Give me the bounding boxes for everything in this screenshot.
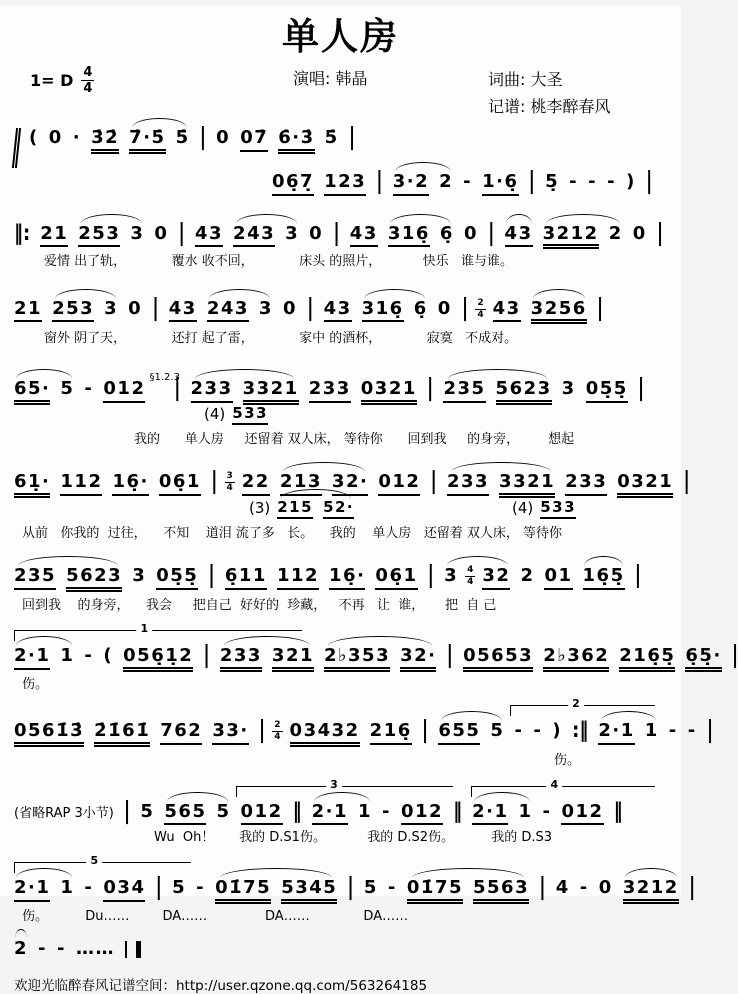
note-group — [78, 224, 144, 248]
time-signature — [225, 472, 235, 493]
note: 316̣ — [388, 224, 430, 248]
note: 1·6̣ — [482, 172, 518, 196]
barline: | — [173, 373, 181, 403]
note: 243 — [233, 224, 275, 248]
barline: | — [426, 373, 434, 403]
note: - — [84, 377, 94, 399]
note: 43 — [505, 224, 533, 248]
note-group — [277, 499, 354, 519]
lyrics-row: 伤。 — [554, 753, 581, 769]
note: 0 — [128, 297, 143, 319]
notes-row — [14, 218, 667, 250]
note: - — [196, 877, 206, 899]
note-group — [312, 802, 372, 826]
key-signature — [30, 66, 94, 95]
note: 22 — [242, 472, 270, 496]
singer-credit: 演唱: 韩晶 — [293, 69, 368, 88]
repeat-sign: ‖ — [453, 798, 463, 824]
note: - — [382, 800, 391, 822]
note: - — [38, 938, 48, 960]
notes-row — [14, 939, 667, 960]
note: 1 — [644, 720, 659, 742]
note: 655 — [438, 721, 480, 745]
note: 3̇2̇ — [91, 128, 119, 154]
note-group — [129, 128, 189, 154]
note: 112 — [277, 566, 319, 590]
note-group — [447, 472, 555, 498]
note-group — [191, 379, 299, 405]
note: 0 — [437, 297, 452, 319]
repeat-sign: ‖: — [14, 220, 31, 246]
note: - — [514, 720, 524, 742]
note: 2·1 — [598, 721, 634, 745]
time-denominator: 4 — [477, 309, 484, 320]
note: 06̣1 — [159, 472, 201, 496]
note: 0321 — [617, 472, 673, 498]
verse-number: (4) — [512, 499, 534, 518]
score-line — [14, 293, 667, 347]
note-group — [233, 224, 299, 248]
note: 43 — [195, 224, 223, 248]
barline: | — [210, 466, 218, 496]
note: 0561̇3̇ — [14, 721, 84, 747]
note: 3 — [132, 565, 147, 587]
barline: | — [199, 123, 207, 152]
note: - — [84, 645, 94, 667]
notes-row — [14, 293, 667, 326]
note: 16̣· — [112, 472, 148, 496]
note: 5 — [140, 800, 155, 822]
note: 01̇75 — [407, 878, 463, 904]
note: 5 — [60, 377, 75, 399]
score-line — [14, 466, 690, 542]
note: 012 — [103, 379, 145, 403]
lyrics-row: 回到我 的身旁， 我会 把自己 好好的 珍藏， 不再 让 谁， 把 自 己 — [22, 598, 497, 614]
note: 3321 — [243, 379, 299, 405]
note: 235 — [443, 379, 485, 403]
note: 06̣7̣ — [272, 172, 314, 196]
note: - — [57, 938, 66, 960]
lyrics-row: 伤。 Du…… DA…… DA…… DA…… — [22, 909, 409, 925]
note: ) — [626, 171, 636, 192]
opening-bracket — [12, 128, 27, 168]
note: 43 — [324, 299, 352, 323]
score-line — [14, 167, 667, 196]
note: 3212 — [543, 224, 599, 250]
note: 1 — [60, 645, 75, 667]
barline: | — [427, 561, 435, 590]
note: 3212 — [623, 878, 679, 904]
note: 3321 — [499, 472, 555, 498]
score-line — [14, 561, 667, 614]
note: 65· — [14, 379, 50, 405]
note: ( — [29, 127, 39, 148]
note-group — [14, 566, 122, 592]
barline: | — [348, 123, 356, 152]
key-label: 1= D — [30, 71, 74, 90]
note: 0 — [48, 127, 63, 148]
note: - — [569, 171, 579, 192]
note: 06̣1 — [375, 566, 417, 590]
note: 012 — [561, 802, 603, 826]
note-group — [52, 299, 118, 323]
composer-credit: 词曲: 大圣 — [488, 70, 563, 89]
barline: | — [208, 561, 215, 590]
note: 5563 — [473, 878, 529, 904]
note: - — [668, 720, 678, 742]
footer-text: 欢迎光临醉春风记谱空间：http://user.qzone.qq.com/563264185 — [14, 978, 428, 994]
note-group — [14, 379, 74, 405]
notes-row — [14, 873, 696, 904]
note: - — [588, 171, 598, 192]
time-denominator: 4 — [274, 732, 281, 743]
note: 5 — [490, 720, 505, 742]
barline: | — [123, 796, 131, 825]
barline: | — [706, 716, 714, 745]
notes-row — [14, 561, 667, 593]
note: 6̣5̣· — [685, 646, 721, 672]
time-numerator: 4 — [467, 565, 474, 576]
score-line — [14, 939, 667, 960]
note: 0 — [463, 222, 478, 244]
alt-notes — [204, 405, 268, 425]
note: 03432 — [290, 721, 360, 747]
time-denominator: 4 — [83, 81, 93, 96]
note: 33· — [212, 721, 248, 745]
volta-number: 2 — [568, 698, 584, 709]
note: 2♭362 — [543, 646, 609, 672]
notes-row — [14, 371, 667, 405]
note-group — [598, 721, 658, 745]
inline-label: (省略RAP 3小节) — [14, 805, 114, 821]
note: 6̣ — [439, 222, 454, 244]
note-group — [443, 379, 551, 405]
note: - — [542, 800, 552, 822]
note: 2 — [14, 938, 29, 960]
time-numerator: 3 — [226, 470, 233, 481]
note: 533 — [232, 405, 268, 425]
note: 321 — [272, 646, 314, 672]
score-line — [14, 622, 738, 693]
final-barline — [125, 941, 141, 958]
note: - — [579, 877, 589, 899]
note: 16̣5̣ — [583, 566, 625, 590]
note: - — [387, 877, 397, 899]
barline: | — [258, 716, 266, 745]
barline: | — [446, 641, 454, 670]
barline: | — [596, 293, 604, 323]
barline: | — [637, 373, 645, 403]
note: 61̣· — [14, 472, 50, 498]
note: 3 — [444, 565, 459, 587]
score-line — [14, 697, 714, 769]
note: 5623 — [496, 379, 552, 405]
note: 034 — [103, 878, 145, 902]
note-group — [164, 802, 230, 826]
note: 2·1 — [14, 646, 50, 670]
note: 05̣5̣ — [156, 566, 198, 590]
note: 3 — [130, 222, 145, 244]
score-line — [14, 218, 667, 271]
note: 3 — [285, 222, 300, 244]
note: 565 — [164, 802, 206, 826]
note-group — [207, 299, 273, 323]
note: 21 — [40, 224, 68, 248]
note: 5̇ — [175, 127, 190, 148]
volta-number: 4 — [547, 779, 563, 790]
barline: | — [683, 466, 690, 496]
time-numerator: 2 — [477, 297, 484, 308]
barline: | — [152, 293, 159, 323]
note: 112 — [60, 472, 102, 496]
note-group — [438, 721, 504, 745]
barline: | — [539, 873, 546, 902]
segno-mark: §1.2.3 — [149, 371, 180, 383]
note: 5 — [216, 800, 231, 822]
alt-notes-row — [14, 499, 667, 521]
note: 253 — [78, 224, 120, 248]
note: 533 — [540, 499, 576, 519]
note: 05653 — [463, 646, 533, 672]
score-line — [14, 854, 696, 925]
note: 07̇ — [240, 128, 268, 152]
note: 5 — [172, 877, 187, 899]
note: 2 — [608, 222, 623, 244]
repeat-sign: :‖ — [572, 717, 589, 744]
note: 1 — [357, 800, 373, 822]
note: 01 — [544, 566, 572, 590]
alt-notes — [249, 499, 354, 519]
note-group — [444, 566, 510, 593]
note: ) — [552, 720, 563, 742]
barline: | — [421, 716, 429, 745]
barline: | — [178, 218, 185, 248]
note: 4 — [555, 877, 570, 899]
note: 3 — [104, 297, 119, 319]
barline: | — [688, 873, 696, 902]
note-group — [324, 646, 436, 672]
credits-block — [488, 66, 610, 120]
repeat-sign: ‖ — [613, 798, 623, 824]
note: 0 — [216, 127, 231, 148]
note-group — [407, 878, 529, 904]
note: · — [72, 127, 82, 148]
note: 0321 — [361, 379, 417, 405]
time-signature — [81, 66, 94, 95]
barline: | — [731, 641, 738, 670]
verse-number: (4) — [204, 405, 226, 424]
notes-row — [272, 167, 667, 196]
lyrics-row: 窗外 阴了天， 还打 起了雷， 家中 的酒杯， 寂寞 不成对。 — [44, 330, 518, 346]
note: 243 — [207, 299, 249, 323]
note-group — [14, 646, 74, 670]
note: 6̣ — [413, 297, 428, 319]
note: 05̣5̣ — [586, 379, 628, 403]
volta-number: 5 — [87, 855, 103, 866]
barline: | — [376, 167, 383, 196]
note-group — [543, 224, 623, 250]
note: 0 — [632, 222, 647, 244]
note: 43 — [350, 224, 378, 248]
note: 2·1 — [14, 878, 50, 902]
note: 216̣5̣ — [619, 646, 675, 672]
note: - — [84, 877, 94, 899]
note: 056̣1̣2 — [123, 646, 193, 672]
note: 215 — [277, 499, 313, 519]
barline: | — [430, 466, 437, 496]
note: 1 — [518, 800, 533, 822]
note: 2♭353 — [324, 646, 390, 672]
note: 16̣· — [329, 566, 365, 590]
notes-row — [14, 123, 667, 168]
score — [0, 123, 738, 960]
note: 012 — [241, 802, 283, 826]
time-signature — [475, 299, 485, 320]
verse-number: (3) — [249, 499, 271, 518]
note: 7̇·5̇ — [129, 128, 165, 154]
note: 6̇·3̇ — [278, 128, 314, 154]
note: 2·1 — [312, 802, 348, 826]
note: 5623 — [66, 566, 122, 592]
note-group — [472, 802, 532, 826]
lyrics-row: 伤。 — [22, 677, 49, 692]
barline: | — [306, 293, 314, 323]
note: 233 — [309, 379, 351, 403]
note-group — [388, 224, 454, 248]
note: 2̇1̇61̇ — [94, 721, 150, 747]
note: 233 — [447, 472, 489, 496]
repeat-sign: ‖ — [292, 798, 302, 824]
note: 3256 — [531, 299, 587, 325]
note-group — [220, 646, 314, 672]
note: 52· — [323, 499, 354, 519]
note: 762 — [160, 721, 202, 745]
lyrics-row: 爱情 出了轨， 覆水 收不回， 床头 的照片， 快乐 谁与谁。 — [44, 254, 514, 270]
note: 0 — [309, 222, 324, 244]
barline: | — [528, 167, 536, 196]
notes-row — [14, 796, 667, 826]
note: 32· — [400, 646, 436, 672]
score-line — [14, 123, 667, 168]
note: 0 — [154, 222, 169, 244]
volta-number: 1 — [136, 623, 152, 634]
time-denominator: 4 — [467, 577, 474, 588]
notes-row — [14, 716, 714, 748]
barline: | — [333, 218, 340, 248]
barline: | — [656, 218, 664, 248]
note: 5̣ — [545, 171, 560, 192]
note-group — [362, 299, 428, 323]
time-numerator: 2 — [274, 720, 281, 731]
note: 5345 — [281, 878, 337, 904]
volta-number: 3 — [326, 779, 342, 790]
note: 316̣ — [362, 299, 404, 323]
barline: | — [487, 218, 495, 248]
note: 5 — [363, 877, 378, 899]
note: 012 — [401, 802, 443, 826]
note-group — [393, 172, 453, 196]
barline: | — [155, 873, 163, 902]
lyrics-row: 从前 你我的 过往， 不知 道泪 流了多 长。 我的 单人房 还留着 双人床， 等待你 — [22, 525, 562, 541]
note: 233 — [565, 472, 607, 496]
time-denominator: 4 — [226, 482, 233, 493]
time-signature — [465, 566, 475, 587]
barline: | — [461, 293, 469, 323]
note: 2·1 — [472, 802, 508, 826]
lyrics-row: 我的 单人房 还留着 双人床， 等待你 回到我 的身旁， 想起 — [134, 431, 575, 447]
note: 3 — [561, 377, 576, 399]
note: 3·2 — [393, 172, 429, 196]
lyrics-row: Wu Oh！ 我的 D.S1伤。 我的 D.S2伤。 我的 D.S3 — [154, 830, 553, 846]
barline: | — [203, 641, 210, 670]
note: 5̇ — [324, 127, 339, 148]
note: 012 — [378, 472, 420, 496]
note: 2 — [439, 171, 454, 192]
note: …… — [76, 938, 115, 960]
note-group — [14, 878, 74, 902]
note: ( — [103, 645, 114, 667]
note: 253 — [52, 299, 94, 323]
note: 6̣11 — [225, 566, 267, 590]
note: 233 — [220, 646, 262, 672]
barline: | — [645, 167, 653, 196]
note: 43 — [493, 299, 521, 323]
alt-notes — [512, 499, 576, 519]
note: 32 — [482, 566, 510, 590]
note: 0 — [282, 297, 297, 319]
note: 32· — [332, 472, 368, 496]
score-header — [0, 62, 681, 118]
notes-row — [14, 641, 738, 672]
notator-credit: 记谱: 桃李醉春风 — [488, 97, 611, 117]
note: 43 — [169, 299, 197, 323]
song-title: 单人房 — [282, 15, 399, 58]
note: 3 — [258, 297, 273, 319]
note: 1 — [60, 877, 75, 899]
note: 213 — [280, 472, 322, 496]
note: - — [607, 171, 617, 192]
note: 0 — [598, 877, 613, 899]
note: 123 — [324, 172, 366, 196]
score-line — [14, 777, 667, 847]
alt-notes-row — [14, 405, 667, 427]
score-line — [14, 371, 667, 448]
note-group — [215, 878, 337, 904]
time-signature — [272, 721, 282, 742]
note: - — [687, 720, 697, 742]
note: 2 — [520, 565, 535, 587]
note: 233 — [191, 379, 233, 403]
note: 216̣ — [370, 721, 412, 745]
note: - — [533, 720, 543, 742]
note: 21 — [14, 299, 42, 323]
footer-note — [14, 974, 667, 994]
note: 01̇75 — [215, 878, 271, 904]
barline: | — [634, 561, 642, 590]
barline: | — [347, 873, 354, 902]
time-numerator: 4 — [83, 65, 93, 80]
note: - — [463, 171, 473, 192]
sheet-music-page — [0, 6, 738, 994]
note: 235 — [14, 566, 56, 590]
